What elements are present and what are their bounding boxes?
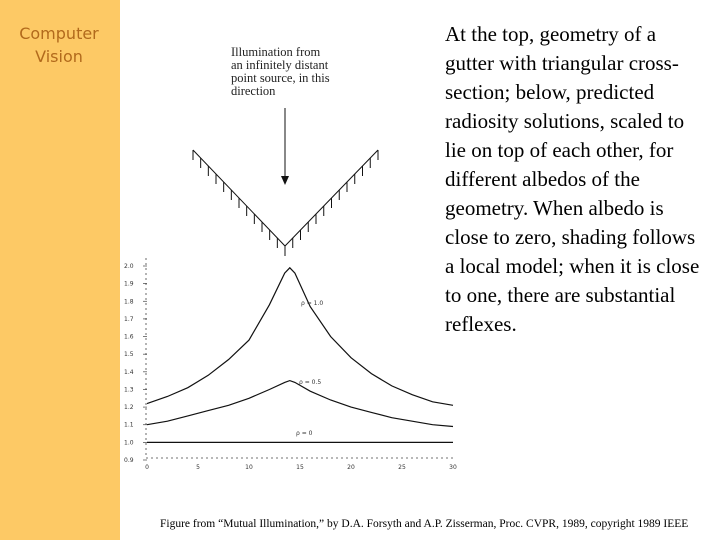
figure-caption: Figure from “Mutual Illumination,” by D.A. Forsyth and A.P. Zisserman, Proc. CVPR, 1989, copyright 1989 IEEE (160, 518, 689, 530)
y-tick-label: 1.3 (124, 386, 134, 394)
y-tick-label: 2.0 (124, 263, 134, 270)
x-tick-label: 30 (449, 464, 457, 471)
illumination-label-line: point source, in this (231, 71, 330, 85)
series-label: ρ = 1.0 (301, 300, 324, 307)
y-tick-label: 1.5 (124, 351, 134, 359)
series-label: ρ = 0.5 (299, 379, 322, 386)
y-tick-label: 1.1 (124, 421, 134, 429)
sidebar-title-line1: Computer (19, 24, 99, 43)
illumination-arrowhead (281, 176, 289, 185)
illumination-label (231, 46, 371, 98)
y-tick-label: 0.9 (124, 457, 134, 464)
y-tick-labels (124, 263, 147, 464)
x-tick-label: 0 (145, 464, 149, 471)
y-tick-label: 1.7 (124, 315, 134, 323)
y-tick-label: 1.6 (124, 333, 134, 341)
x-tick-labels (145, 464, 457, 471)
y-tick-label: 1.2 (124, 404, 134, 412)
illumination-label-line: an infinitely distant (231, 58, 329, 72)
series-label: ρ = 0 (296, 430, 313, 437)
illumination-label-line: direction (231, 84, 276, 98)
y-tick-label: 1.4 (124, 368, 134, 376)
illumination-label-line: Illumination from (231, 45, 321, 59)
series-group (147, 268, 453, 443)
y-tick-label: 1.0 (124, 439, 134, 447)
sidebar-title-line2: Vision (35, 47, 83, 66)
x-tick-label: 5 (196, 464, 200, 471)
x-tick-label: 20 (347, 464, 355, 471)
y-tick-label: 1.8 (124, 298, 134, 306)
body-text: At the top, geometry of a gutter with triangular cross-section; below, predicted radiosity solutions, scaled to lie on top of each other, for different albedos of the geometry. When albedo is close to zero, shading follows a local model; when it is close to one, there are substantial reflexes. (445, 22, 700, 336)
series-line (147, 381, 453, 427)
radiosity-chart (124, 258, 457, 471)
x-tick-label: 15 (296, 464, 304, 471)
x-tick-label: 10 (245, 464, 253, 471)
y-tick-label: 1.9 (124, 280, 134, 288)
x-tick-label: 25 (398, 464, 406, 471)
